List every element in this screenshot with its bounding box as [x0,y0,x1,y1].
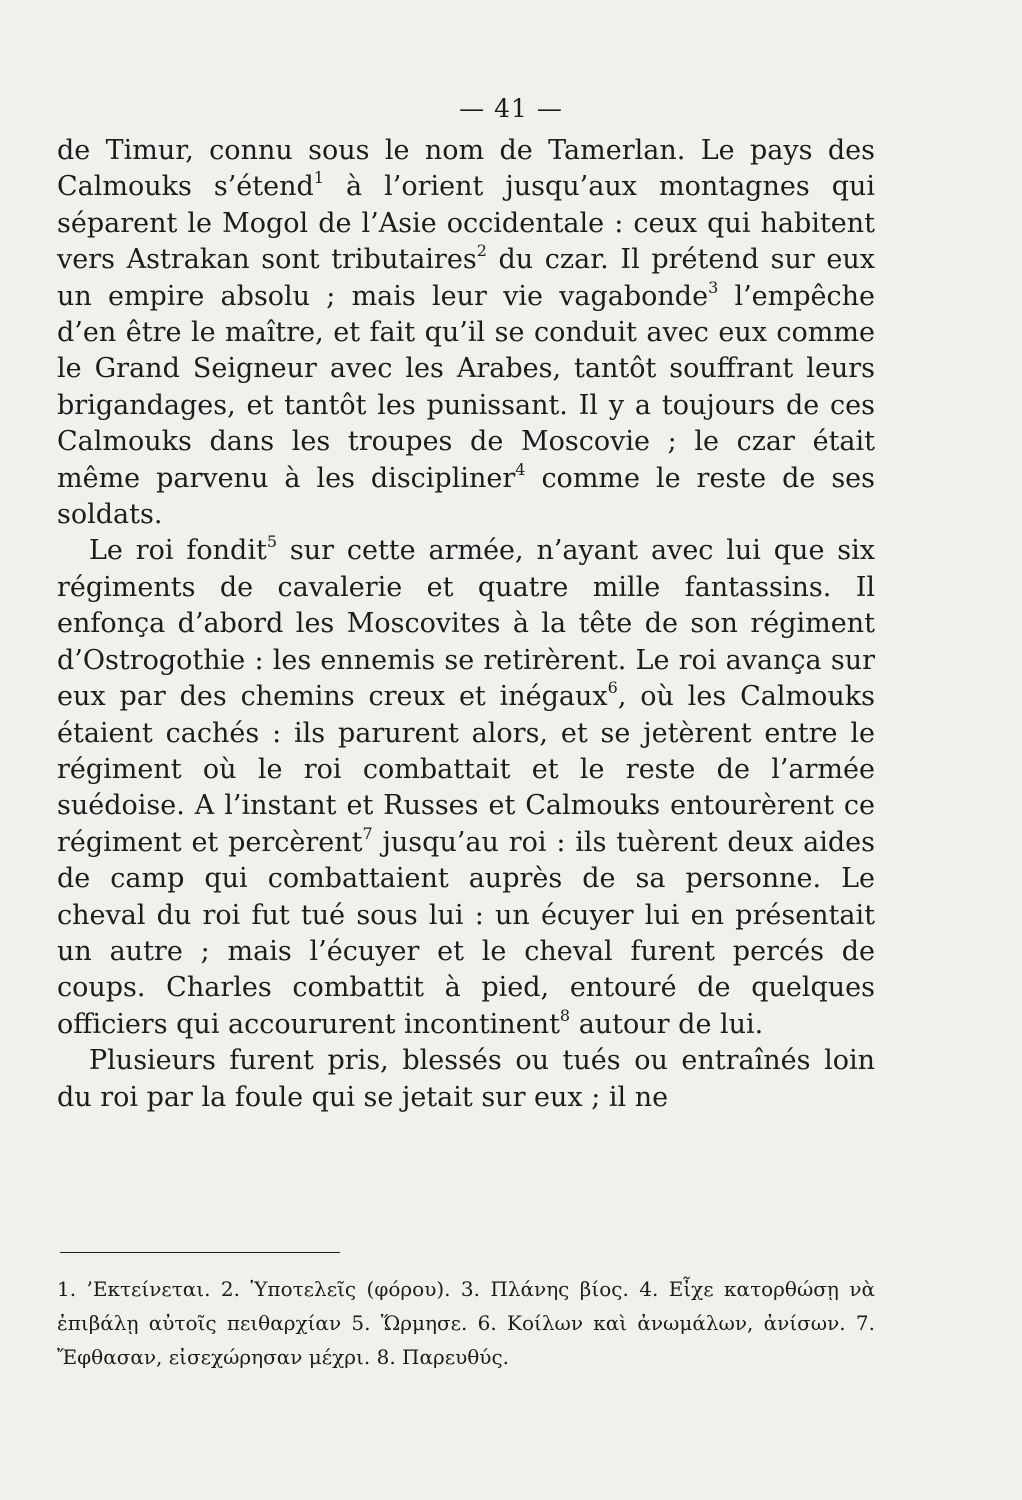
paragraph-1-part-4: l’empêche d’en être le maître, et fait qu’il se conduit avec eux comme le Grand Seigneur avec les Arabes, tantôt souffrant leurs brigandages, et tantôt les punissant. Il y a toujours de ces Calmouks dans les troupes de Moscovie ; le czar était même parvenu à les discipliner [57,280,875,494]
paragraph-1 [57,133,875,533]
page-number: — 41 — [459,94,563,123]
paragraph-2 [57,533,875,1043]
footnote-ref-2: 2 [476,241,487,261]
footnotes-text: 1. ’Εκτείνεται. 2. Ὑποτελεῖς (φόρου). 3. Πλάνης βίος. 4. Εἶχε κατορθώσῃ νὰ ἐπιβάλῃ αὐτοῖς πειθαρχίαν 5. Ὥρμησε. 6. Κοίλων καὶ ἀνωμάλων, ἀνίσων. 7. Ἔφθασαν, εἰσεχώρησαν μέχρι. 8. Παρευθύς. [57,1277,875,1369]
paragraph-3-text: Plusieurs furent pris, blessés ou tués ou entraînés loin du roi par la foule qui se jetait sur eux ; il ne [57,1045,875,1113]
paragraph-2-part-2: sur cette armée, n’ayant avec lui que six régiments de cavalerie et quatre mille fantassins. Il enfonça d’abord les Moscovites à la tête de son régiment d’Ostrogothie : les ennemis se retirèrent. Le roi avança sur eux par des chemins creux et inégaux [57,535,875,713]
paragraph-1-part-1: de Timur, connu sous le nom de Tamerlan. Le pays des Calmouks s’étend [57,135,875,203]
paragraph-2-part-1: Le roi fondit [89,535,267,567]
footnote-ref-5: 5 [266,532,277,552]
paragraph-2-part-3: , où les Calmouks étaient cachés : ils parurent alors, et se jetèrent entre le régiment où le roi combattait et le reste de l’armée suédoise. A l’instant et Russes et Calmouks entourèrent ce régiment et percèrent [57,681,875,858]
paragraph-1-part-2: à l’orient jusqu’aux montagnes qui séparent le Mogol de l’Asie occidentale : ceux qui habitent vers Astrakan sont tributaires [57,171,875,276]
footnote-ref-7: 7 [362,823,373,843]
paragraph-2-part-5: autour de lui. [570,1008,764,1040]
footnote-ref-4: 4 [515,459,526,479]
footnote-ref-8: 8 [559,1005,571,1025]
footnote-ref-3: 3 [708,277,719,297]
footnotes [57,1272,875,1374]
paragraph-2-part-4: jusqu’au roi : ils tuèrent deux aides de camp qui combattaient auprès de sa personne. Le cheval du roi fut tué sous lui : un écuyer lui en présentait un autre ; mais l’écuyer et le cheval furent percés de coups. Charles combattit à pied, entouré de quelques officiers qui accoururent incontinent [57,826,875,1040]
footnote-ref-1: 1 [313,168,324,188]
body-text [57,133,875,1116]
paragraph-3 [57,1043,875,1116]
paragraph-1-part-3: du czar. Il prétend sur eux un empire absolu ; mais leur vie vagabonde [57,244,875,312]
footnote-ref-6: 6 [607,678,618,698]
paragraph-1-part-5: comme le reste de ses soldats. [57,462,876,531]
footnote-divider [60,1252,340,1253]
